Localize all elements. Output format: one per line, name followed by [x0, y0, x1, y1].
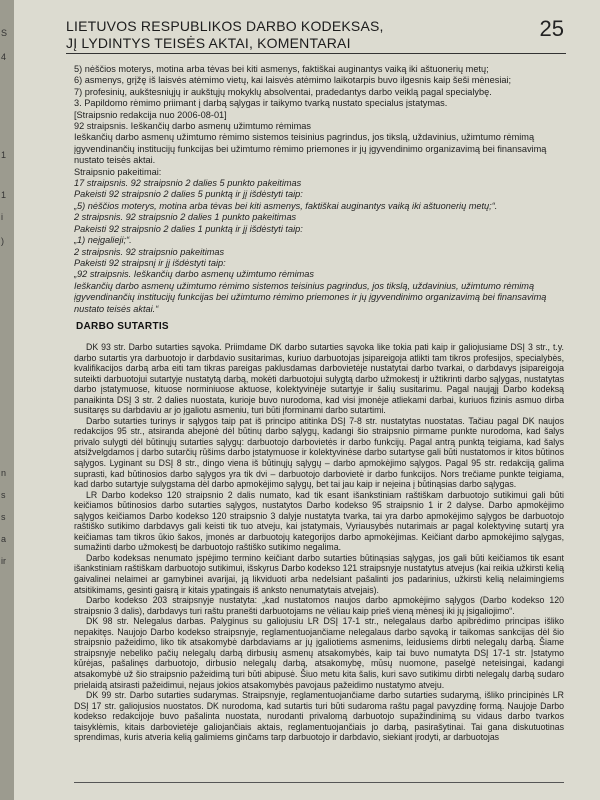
text-line: 3. Papildomo rėmimo priimant į darbą sąlygas ir taikymo tvarką nustato specialus įstatymas.: [74, 98, 448, 109]
running-title: [66, 18, 574, 52]
text-line: „92 straipsnis. Ieškančių darbo asmenų užimtumo rėmimas: [74, 269, 314, 280]
body-paragraph: Darbo kodeksas nenumato įspėjimo termino keičiant darbo sutarties būtinąsias sąlygas, jos gali būti keičiamos tik esant išankstiniam raštiškam darbuotojo sutikimui, išskyrus Darbo kodekso 121 straipsnyje nustatytus atvejus (kai reikia užkirsti kelią gaivalinei nelaimei ar gamybinei avarijai, ją likviduoti arba nedelsiant pašalinti jos padarinius, užkirsti kelią nelaimingiems atsitikimams, gesinti gaisrą ir kitais ypatingais iš anksto nenumatytais atvejais).: [74, 552, 564, 595]
body-paragraph: LR Darbo kodekso 120 straipsnio 2 dalis numato, kad tik esant išankstiniam raštiškam darbuotojo sutikimui gali būti keičiamos būtinosios darbo sutarties sąlygos, nustatytos Darbo kodekso 95 straipsnio 1 ir 2 dalyse. Darbo apmokėjimo sąlygos keičiamos Darbo kodekso 120 straipsnio 3 dalyje nustatyta tvarka, tai yra darbo apmokėjimo sąlygos be darbuotojo raštiško sutikimo darbdavys gali keisti tik tuo atveju, kai įstatymais, Vyriausybės nutarimais ar pagal kolektyvinę sutartį yra keičiamas tam tikros ūkio šakos, įmonės ar darbuotojų kategorijos darbo apmokėjimas. Keičiant darbo apmokėjimo sąlygas, sumažinti darbo užmokestį be darbuotojo raštiško sutikimo negalima.: [74, 489, 564, 553]
running-title-line: JĮ LYDINTYS TEISĖS AKTAI, KOMENTARAI: [66, 35, 351, 51]
text-line: Straipsnio pakeitimai:: [74, 166, 162, 177]
text-line: 17 straipsnis. 92 straipsnio 2 dalies 5 punkto pakeitimas: [74, 178, 302, 189]
text-line: Pakeisti 92 straipsnį ir jį išdėstyti taip:: [74, 257, 226, 268]
text-line: 7) profesinių, aukštesniųjų ir aukštųjų mokyklų absolventai, pradedantys darbo veiklą pagal specialybę.: [74, 86, 492, 97]
margin-mark: n: [1, 468, 7, 478]
margin-mark: ): [1, 236, 4, 246]
book-gutter-strip: [0, 0, 14, 800]
text-line: Ieškančių darbo asmenų užimtumo rėmimo sistemos teisinius pagrindus, jos tikslą, uždavinius, užimtumo rėmimą įgyvendinančių institucijų funkcijas bei užimtumo rėmimo priemones ir jų įgyvendinimo organizavimą bei finansavimą nustato teisės aktai.“: [74, 280, 547, 314]
page-number: 25: [539, 16, 564, 41]
body-paragraph: Darbo sutarties turinys ir sąlygos taip pat iš principo atitinka DSĮ 7-8 str. nustatytas nuostatas. Tačiau pagal DK naujos redakcijos 95 str., atsiranda abejonė dėl būtinų darbo sąlygų, kadangi šio straipsnio pirmame punkte nurodoma, kad šalys privalo sulygti dėl būtinųjų sutarties sąlygų: darbuotojo darbovietės ir darbo funkcijų. Pagal antrą punktą teigiama, kad šalys atsižvelgdamos į darbo sutarčių rūšims darbo įstatymuose ir kolektyvinėse darbo sutartyse gali būti nustatomos ir kitos būtinos sąlygos. Lyginant su DSĮ 8 str., dingo viena iš būtinųjų sąlygų – darbo apmokėjimo sąlygos. Pagal 95 str. redakciją galima suprasti, kad būtinosios darbo sąlygos yra tik dvi – darbuotojo darbovietė ir darbo funkcijos. Nors trečiame punkte teigiama, kad darbo sutartyje sulygstama dėl darbo apmokėjimo sąlygų, bet tai jau kaip ir neįeina į būtinąsias darbo sąlygas.: [74, 415, 564, 490]
text-line: „1) neįgalieji;“.: [74, 235, 132, 246]
footer-rule: [74, 782, 564, 783]
text-line: Pakeisti 92 straipsnio 2 dalies 5 punktą ir jį išdėstyti taip:: [74, 189, 303, 200]
margin-mark: a: [1, 534, 7, 544]
text-line: 92 straipsnis. Ieškančių darbo asmenų užimtumo rėmimas: [74, 121, 311, 132]
body-paragraph: DK 99 str. Darbo sutarties sudarymas. Straipsnyje, reglamentuojančiame darbo sutarties sudarymą, išliko principinės LR DSĮ 17 str. galiojusios nuostatos. DK nurodoma, kad sutartis turi būti sudaroma raštu pagal pavyzdinę formą. Naujoje Darbo kodekso redakcijoje buvo pašalinta nuostata, nurodanti privalomą darbuotojo supažindinimą su vidaus darbo tvarkos taisyklėmis, kitais darbovietėje galiojančiais aktais, reglamentuojančiais jo darbą, pasirašytinai. Tai gana diskutuotinas sprendimas, kuris atveria kelią galimiems ginčams tarp darbuotojo ir darbdavio, siekiant įrodyti, ar darbuotojas: [74, 690, 564, 743]
margin-mark: 1: [1, 150, 7, 160]
text-line: [Straipsnio redakcija nuo 2006-08-01]: [74, 109, 227, 120]
margin-mark: s: [1, 512, 6, 522]
body-paragraph: DK 93 str. Darbo sutarties sąvoka. Priimdame DK darbo sutarties sąvoka like tokia pati kaip ir galiojusiame DSĮ 3 str., t.y. darbo sutartis yra darbuotojo ir darbdavio susitarimas, kuriuo darbuotojas įsipareigoja atlikti tam tikros profesijos, specialybės, kvalifikacijos darbą arba eiti tam tikras pareigas paklusdamas darbovietėje nustatytai darbo tvarkai, o darbdavys įsipareigoja suteikti darbuotojui sutartyje nustatytą darbą, mokėti darbuotojui sulygtą darbo užmokestį ir užtikrinti darbo sąlygas, nustatytas darbo įstatymuose, kituose norminiuose aktuose, kolektyvinėje sutartyje ir šalių susitarimu. Pagal naująjį Darbo kodeksą panaikinta DSĮ 3 str. 2 dalies nuostata, kurioje buvo nurodoma, kad visi įmonėje atliekami darbai, kuriuos fizinis asmuo dirba susitaręs su darbdaviu ar jo įgaliotu asmeniu, turi būti įforminami darbo sutartimi.: [74, 342, 564, 416]
text-line: 5) nėščios moterys, motina arba tėvas bei kiti asmenys, faktiškai auginantys vaiką iki aštuonerių metų;: [74, 64, 489, 74]
running-title-line: LIETUVOS RESPUBLIKOS DARBO KODEKSAS,: [66, 18, 384, 34]
text-line: 6) asmenys, grįžę iš laisvės atėmimo vietų, kai laisvės atėmimo laikotarpis buvo ilgesnis kaip šeši mėnesiai;: [74, 75, 512, 86]
header-rule: [66, 53, 566, 54]
text-line: Pakeisti 92 straipsnio 2 dalies 1 punktą ir jį išdėstyti taip:: [74, 223, 303, 234]
margin-mark: ir: [1, 556, 6, 566]
margin-mark: s: [1, 490, 6, 500]
margin-mark: S: [1, 28, 8, 38]
text-line: 2 straipsnis. 92 straipsnio 2 dalies 1 punkto pakeitimas: [74, 212, 297, 223]
margin-mark: i: [1, 212, 3, 222]
section-heading: DARBO SUTARTIS: [76, 321, 169, 332]
section-body: [74, 342, 564, 743]
text-line: Ieškančių darbo asmenų užimtumo rėmimo sistemos teisinius pagrindus, jos tikslą, uždavinius, užimtumo rėmimą įgyvendinančių institucijų funkcijas bei užimtumo rėmimo priemones ir jų įgyvendinimo organizavimą bei finansavimą nustato teisės aktai.: [74, 132, 547, 166]
text-line: „5) nėščios moterys, motina arba tėvas bei kiti asmenys, faktiškai auginantys vaiką iki aštuonerių metų;“.: [74, 200, 498, 211]
body-paragraph: Darbo kodekso 203 straipsnyje nustatyta: „kad nustatomos naujos darbo apmokėjimo sąlygos (Darbo kodekso 120 straipsnio 3 dalis), darbdavys turi raštu pranešti darbuotojams ne vėliau kaip prieš vieną mėnesį iki jų įsigaliojimo“.: [74, 595, 564, 616]
body-paragraph: DK 98 str. Nelegalus darbas. Palyginus su galiojusiu LR DSĮ 17-1 str., nelegalaus darbo apibrėdimo principas išliko nepakitęs. Naujojo Darbo kodekso straipsnyje, reglamentuojančiame nelegalaus darbo sąvoką ir taikomas sankcijas dėl šio straipsnio pažeidimo, liko tik atsakomybė darbdaviams ar jų įgaliotiems asmenims, leidusiems dirbti nelegalų darbą. Šiame straipsnyje nebeliko pačių nelegalų darbą dirbusių asmenų atsakomybės, kaip tai buvo numatyta DSĮ 17-1 str. Įstatymo kūrėjas, pašalinęs darbuotojo, dirbusio nelegalų darbą, atsakomybę, mūsų nuomone, paselgė neteisingai, kadangi atsakomybė už šio straipsnio pažeidimą turi būti abipusė. Šiuo metu kita šalis, kuri savo sutikimu dirbti nelegalų darbą sudaro prielaidą atsirasti pažeidimui, nejaus jokios atsakomybės pavojaus pažeidimo nustatymo atveju.: [74, 616, 564, 690]
book-page: [14, 0, 600, 800]
page-header: [66, 18, 574, 62]
text-line: 2 straipsnis. 92 straipsnio pakeitimas: [74, 246, 225, 257]
amendments-block: [74, 64, 562, 315]
margin-mark: 1: [1, 190, 7, 200]
margin-mark: 4: [1, 52, 7, 62]
